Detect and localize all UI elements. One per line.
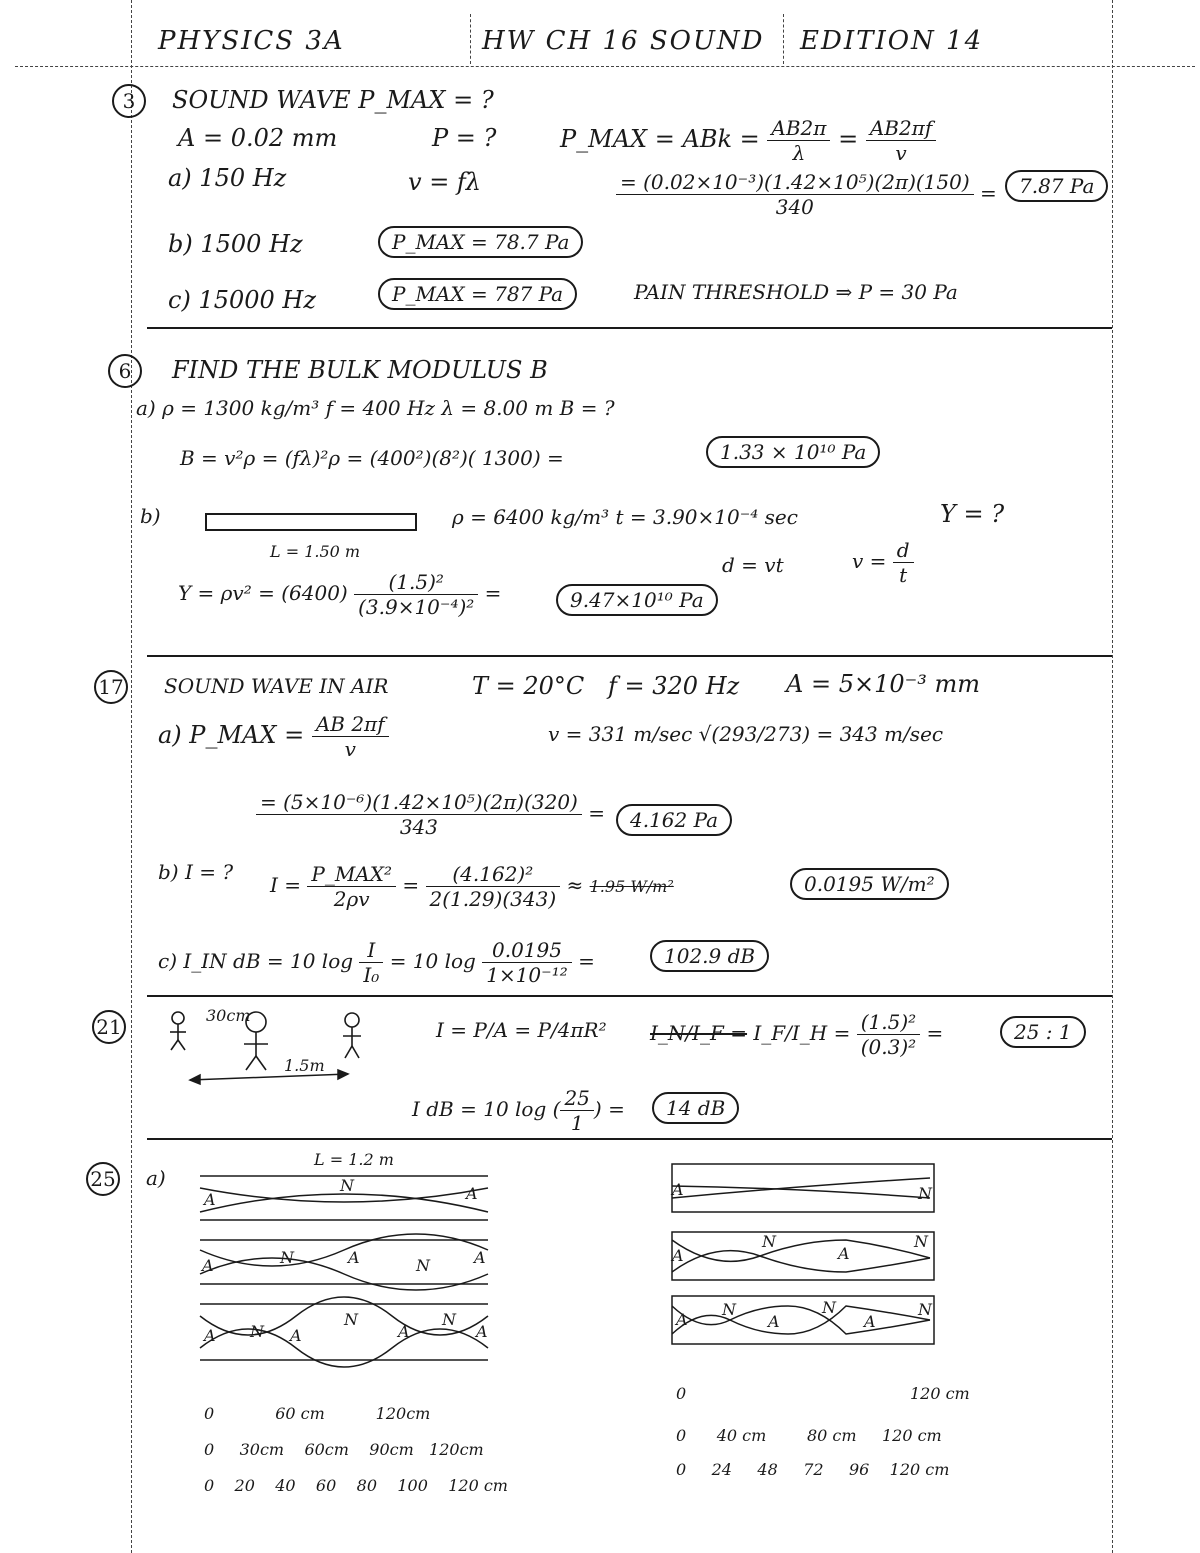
p21-db-equals: = (608, 1097, 625, 1121)
p6-part-b-label: b) (140, 504, 161, 528)
p17-part-c-fraction-2 (482, 938, 572, 987)
fraction-numerator: P_MAX² (307, 862, 396, 887)
tube-node-label: N (280, 1248, 294, 1267)
fraction-numerator: I (359, 938, 383, 963)
fraction-denominator: t (899, 563, 908, 587)
p3-part-c-label: c) 15000 Hz (168, 286, 316, 314)
stick-figures-diagram (160, 1008, 400, 1088)
separator-2 (147, 655, 1112, 657)
open-tube-mode-2 (200, 1234, 488, 1290)
tube-node-label: A (474, 1248, 486, 1267)
header-divider-1 (470, 14, 471, 64)
tube-node-label: N (340, 1176, 354, 1195)
p6-part-b-given: ρ = 6400 kg/m³ t = 3.90×10⁻⁴ sec (452, 505, 798, 529)
fraction-numerator: 25 (560, 1086, 593, 1111)
p3-part-a-answer: 7.87 Pa (1005, 170, 1108, 202)
p21-ratio-fraction (857, 1010, 920, 1059)
closed-tube-positions-mode-1: 0 120 cm (676, 1384, 970, 1403)
p21-ratio-calculation (650, 1010, 943, 1059)
p17-part-c-lhs: c) I_IN dB = 10 log (158, 949, 354, 973)
tube-node-label: A (476, 1322, 488, 1341)
p21-ratio-answer: 25 : 1 (1000, 1016, 1086, 1048)
p3-formula-lhs: P_MAX = ABk = (560, 125, 760, 153)
fraction-numerator: = (0.02×10⁻³)(1.42×10⁵)(2π)(150) (616, 170, 974, 195)
p21-distance-30cm: 30cm (206, 1006, 251, 1025)
p17-velocity-calculation: v = 331 m/sec √(293/273) = 343 m/sec (548, 722, 944, 746)
fraction-denominator: (3.9×10⁻⁴)² (358, 595, 475, 619)
p21-ratio-lhs: I_F/I_H = (753, 1021, 851, 1045)
tube-node-label: A (768, 1312, 780, 1331)
tube-node-label: N (442, 1310, 456, 1329)
listener-near-figure (170, 1012, 186, 1050)
p17-part-b-label: b) I = ? (158, 860, 234, 884)
fraction-numerator: (1.5)² (857, 1010, 920, 1035)
course-title: PHYSICS 3A (158, 26, 345, 56)
closed-tube-mode-3 (672, 1296, 934, 1344)
open-tube-positions-mode-3: 0 20 40 60 80 100 120 cm (204, 1476, 508, 1495)
tube-node-label: N (822, 1298, 836, 1317)
open-tube-positions-mode-2: 0 30cm 60cm 90cm 120cm (204, 1440, 484, 1459)
p3-formula-equals: = (838, 125, 859, 153)
p17-part-a-fraction (312, 712, 389, 761)
p3-part-b-label: b) 1500 Hz (168, 230, 303, 258)
p3-pain-threshold: PAIN THRESHOLD ⇒ P = 30 Pa (634, 280, 958, 304)
p17-part-b-calculation (270, 862, 674, 911)
tube-node-label: A (864, 1312, 876, 1331)
problem-17-number: 17 (94, 670, 128, 704)
tube-node-label: N (344, 1310, 358, 1329)
problem-3-title: SOUND WAVE P_MAX = ? (172, 86, 494, 114)
fraction-denominator: 1×10⁻¹² (486, 963, 568, 987)
p21-intensity-formula: I = P/A = P/4πR² (436, 1018, 607, 1042)
open-tube-mode-3 (200, 1297, 488, 1367)
left-margin-line (131, 0, 132, 1553)
tube-node-label: A (672, 1246, 684, 1265)
p17-part-b-lhs: I = (270, 873, 302, 897)
rod-rectangle (206, 514, 416, 530)
p17-part-c-equals: = (578, 949, 595, 973)
fraction-numerator: (4.162)² (426, 862, 561, 887)
fraction-denominator: 1 (570, 1111, 584, 1135)
p17-part-b-fraction-2 (426, 862, 561, 911)
fraction-denominator: 343 (399, 815, 439, 839)
fraction-numerator: 0.0195 (482, 938, 572, 963)
p3-part-a-label: a) 150 Hz (168, 164, 287, 192)
fraction-denominator: 2(1.29)(343) (429, 887, 557, 911)
fraction-numerator: AB2π (767, 116, 830, 141)
problem-6-number: 6 (108, 354, 142, 388)
problem-6-title: FIND THE BULK MODULUS B (172, 356, 548, 384)
p17-part-a-calc-fraction (256, 790, 582, 839)
p17-part-b-equals-1: = (402, 873, 420, 897)
p3-calc-equals: = (980, 181, 997, 205)
fraction-denominator: v (895, 141, 907, 165)
tube-node-label: N (722, 1300, 736, 1319)
separator-1 (147, 327, 1112, 329)
problem-21-number: 21 (92, 1010, 126, 1044)
p17-part-a-calculation (256, 790, 605, 839)
p3-given-pressure: P = ? (432, 124, 497, 152)
open-tube-positions-mode-1: 0 60 cm 120cm (204, 1404, 431, 1423)
p25-part-a-label: a) (146, 1166, 166, 1190)
p17-frequency: f = 320 Hz (608, 672, 740, 700)
p21-ratio-struck-lhs: I_N/I_F = (650, 1021, 748, 1045)
tube-node-label: A (672, 1180, 684, 1199)
listener-far-figure (343, 1013, 361, 1058)
fraction-denominator: v (344, 737, 356, 761)
closed-tube-mode-1 (672, 1164, 934, 1212)
p6-youngs-equals: = (484, 581, 502, 605)
fraction-denominator: (0.3)² (860, 1035, 917, 1059)
tube-node-label: A (676, 1310, 688, 1329)
tube-node-label: A (202, 1256, 214, 1275)
header-divider-2 (783, 14, 784, 64)
tube-node-label: N (918, 1184, 932, 1203)
p6-youngs-fraction (354, 570, 478, 619)
tube-node-label: A (348, 1248, 360, 1267)
closed-tube-mode-2 (672, 1232, 934, 1280)
fraction-denominator: 2ρv (333, 887, 370, 911)
closed-tube-positions-mode-3: 0 24 48 72 96 120 cm (676, 1460, 950, 1479)
fraction-denominator: 340 (775, 195, 814, 219)
tube-node-label: N (416, 1256, 430, 1275)
p17-part-b-fraction-1 (307, 862, 396, 911)
p3-part-c-answer: P_MAX = 787 Pa (378, 278, 577, 310)
p17-temperature: T = 20°C (472, 672, 585, 700)
p3-formula-fraction-1 (767, 116, 830, 165)
problem-25-number: 25 (86, 1162, 120, 1196)
p6-youngs-unknown: Y = ? (940, 500, 1005, 528)
edition-label: EDITION 14 (800, 26, 984, 56)
p17-part-a-formula (158, 712, 389, 761)
fraction-numerator: = (5×10⁻⁶)(1.42×10⁵)(2π)(320) (256, 790, 582, 815)
fraction-numerator: AB 2πf (312, 712, 389, 737)
tube-node-label: A (290, 1326, 302, 1345)
p21-db-fraction: ( $\frac{25}{1}$ ) (552, 1086, 602, 1135)
closed-tube-positions-mode-2: 0 40 cm 80 cm 120 cm (676, 1426, 942, 1445)
p6-velocity-lhs: v = (852, 549, 887, 573)
assignment-title: HW CH 16 SOUND (482, 26, 765, 56)
p6-part-a-given: a) ρ = 1300 kg/m³ f = 400 Hz λ = 8.00 m B = ? (136, 396, 615, 420)
p6-part-b-answer: 9.47×10¹⁰ Pa (556, 584, 718, 616)
fraction-numerator: (1.5)² (354, 570, 478, 595)
p17-part-c-calculation (158, 938, 595, 987)
tube-node-label: A (838, 1244, 850, 1263)
tube-node-label: N (250, 1322, 264, 1341)
p3-calc-fraction (616, 170, 974, 219)
p17-amplitude: A = 5×10⁻³ mm (786, 670, 981, 698)
p3-given-amplitude: A = 0.02 mm (178, 124, 338, 152)
p6-part-a-answer: 1.33 × 10¹⁰ Pa (706, 436, 880, 468)
fraction-denominator: λ (792, 141, 806, 165)
p3-pmax-formula (560, 116, 936, 165)
p21-db-answer: 14 dB (652, 1092, 739, 1124)
tube-node-label: N (762, 1232, 776, 1251)
problem-3-number: 3 (112, 84, 146, 118)
p3-formula-fraction-2 (866, 116, 936, 165)
header-rule (15, 66, 1195, 67)
p6-velocity-relation (852, 538, 914, 587)
p17-part-b-answer: 0.0195 W/m² (790, 868, 949, 900)
tube-node-label: A (466, 1184, 478, 1203)
separator-3 (147, 995, 1112, 997)
fraction-denominator: I₀ (363, 963, 380, 987)
problem-17-title: SOUND WAVE IN AIR (164, 674, 389, 698)
p17-part-c-fraction-1 (359, 938, 383, 987)
p17-part-b-approx: ≈ (566, 873, 584, 897)
p3-part-a-calculation (616, 170, 997, 219)
fraction-numerator: AB2πf (866, 116, 936, 141)
p6-youngs-calculation (178, 570, 501, 619)
p21-ratio-equals: = (926, 1021, 944, 1045)
p21-distance-1-5m: 1.5m (284, 1056, 325, 1075)
p6-youngs-lhs: Y = ρv² = (6400) (178, 581, 348, 605)
p6-velocity-fraction (893, 538, 914, 587)
fraction-numerator: d (893, 538, 914, 563)
p17-part-a-answer: 4.162 Pa (616, 804, 732, 836)
rod-diagram (205, 513, 419, 533)
p17-part-c-answer: 102.9 dB (650, 940, 769, 972)
rod-length-label: L = 1.50 m (270, 542, 361, 561)
separator-4 (147, 1138, 1112, 1140)
p25-tube-length: L = 1.2 m (314, 1150, 394, 1169)
p6-distance-relation: d = vt (722, 553, 784, 577)
p21-db-calculation (412, 1086, 625, 1135)
closed-tube-modes (668, 1158, 938, 1348)
tube-node-label: A (204, 1190, 216, 1209)
tube-node-label: N (914, 1232, 928, 1251)
tube-node-label: N (918, 1300, 932, 1319)
p17-part-a-calc-equals: = (588, 801, 605, 825)
p6-part-a-calculation: B = v²ρ = (fλ)²ρ = (400²)(8²)( 1300) = (180, 446, 564, 470)
p3-part-b-answer: P_MAX = 78.7 Pa (378, 226, 583, 258)
open-tube-modes (196, 1170, 496, 1366)
right-margin-line (1112, 0, 1113, 1553)
tube-node-label: A (398, 1322, 410, 1341)
p17-part-b-struck-value: 1.95 W/m² (589, 877, 674, 896)
tube-node-label: A (204, 1326, 216, 1345)
p17-part-a-lhs: a) P_MAX = (158, 721, 305, 749)
p17-part-c-mid: = 10 log (389, 949, 476, 973)
p3-velocity-relation: v = fλ (408, 168, 482, 196)
p21-db-lhs: I dB = 10 log (412, 1097, 547, 1121)
